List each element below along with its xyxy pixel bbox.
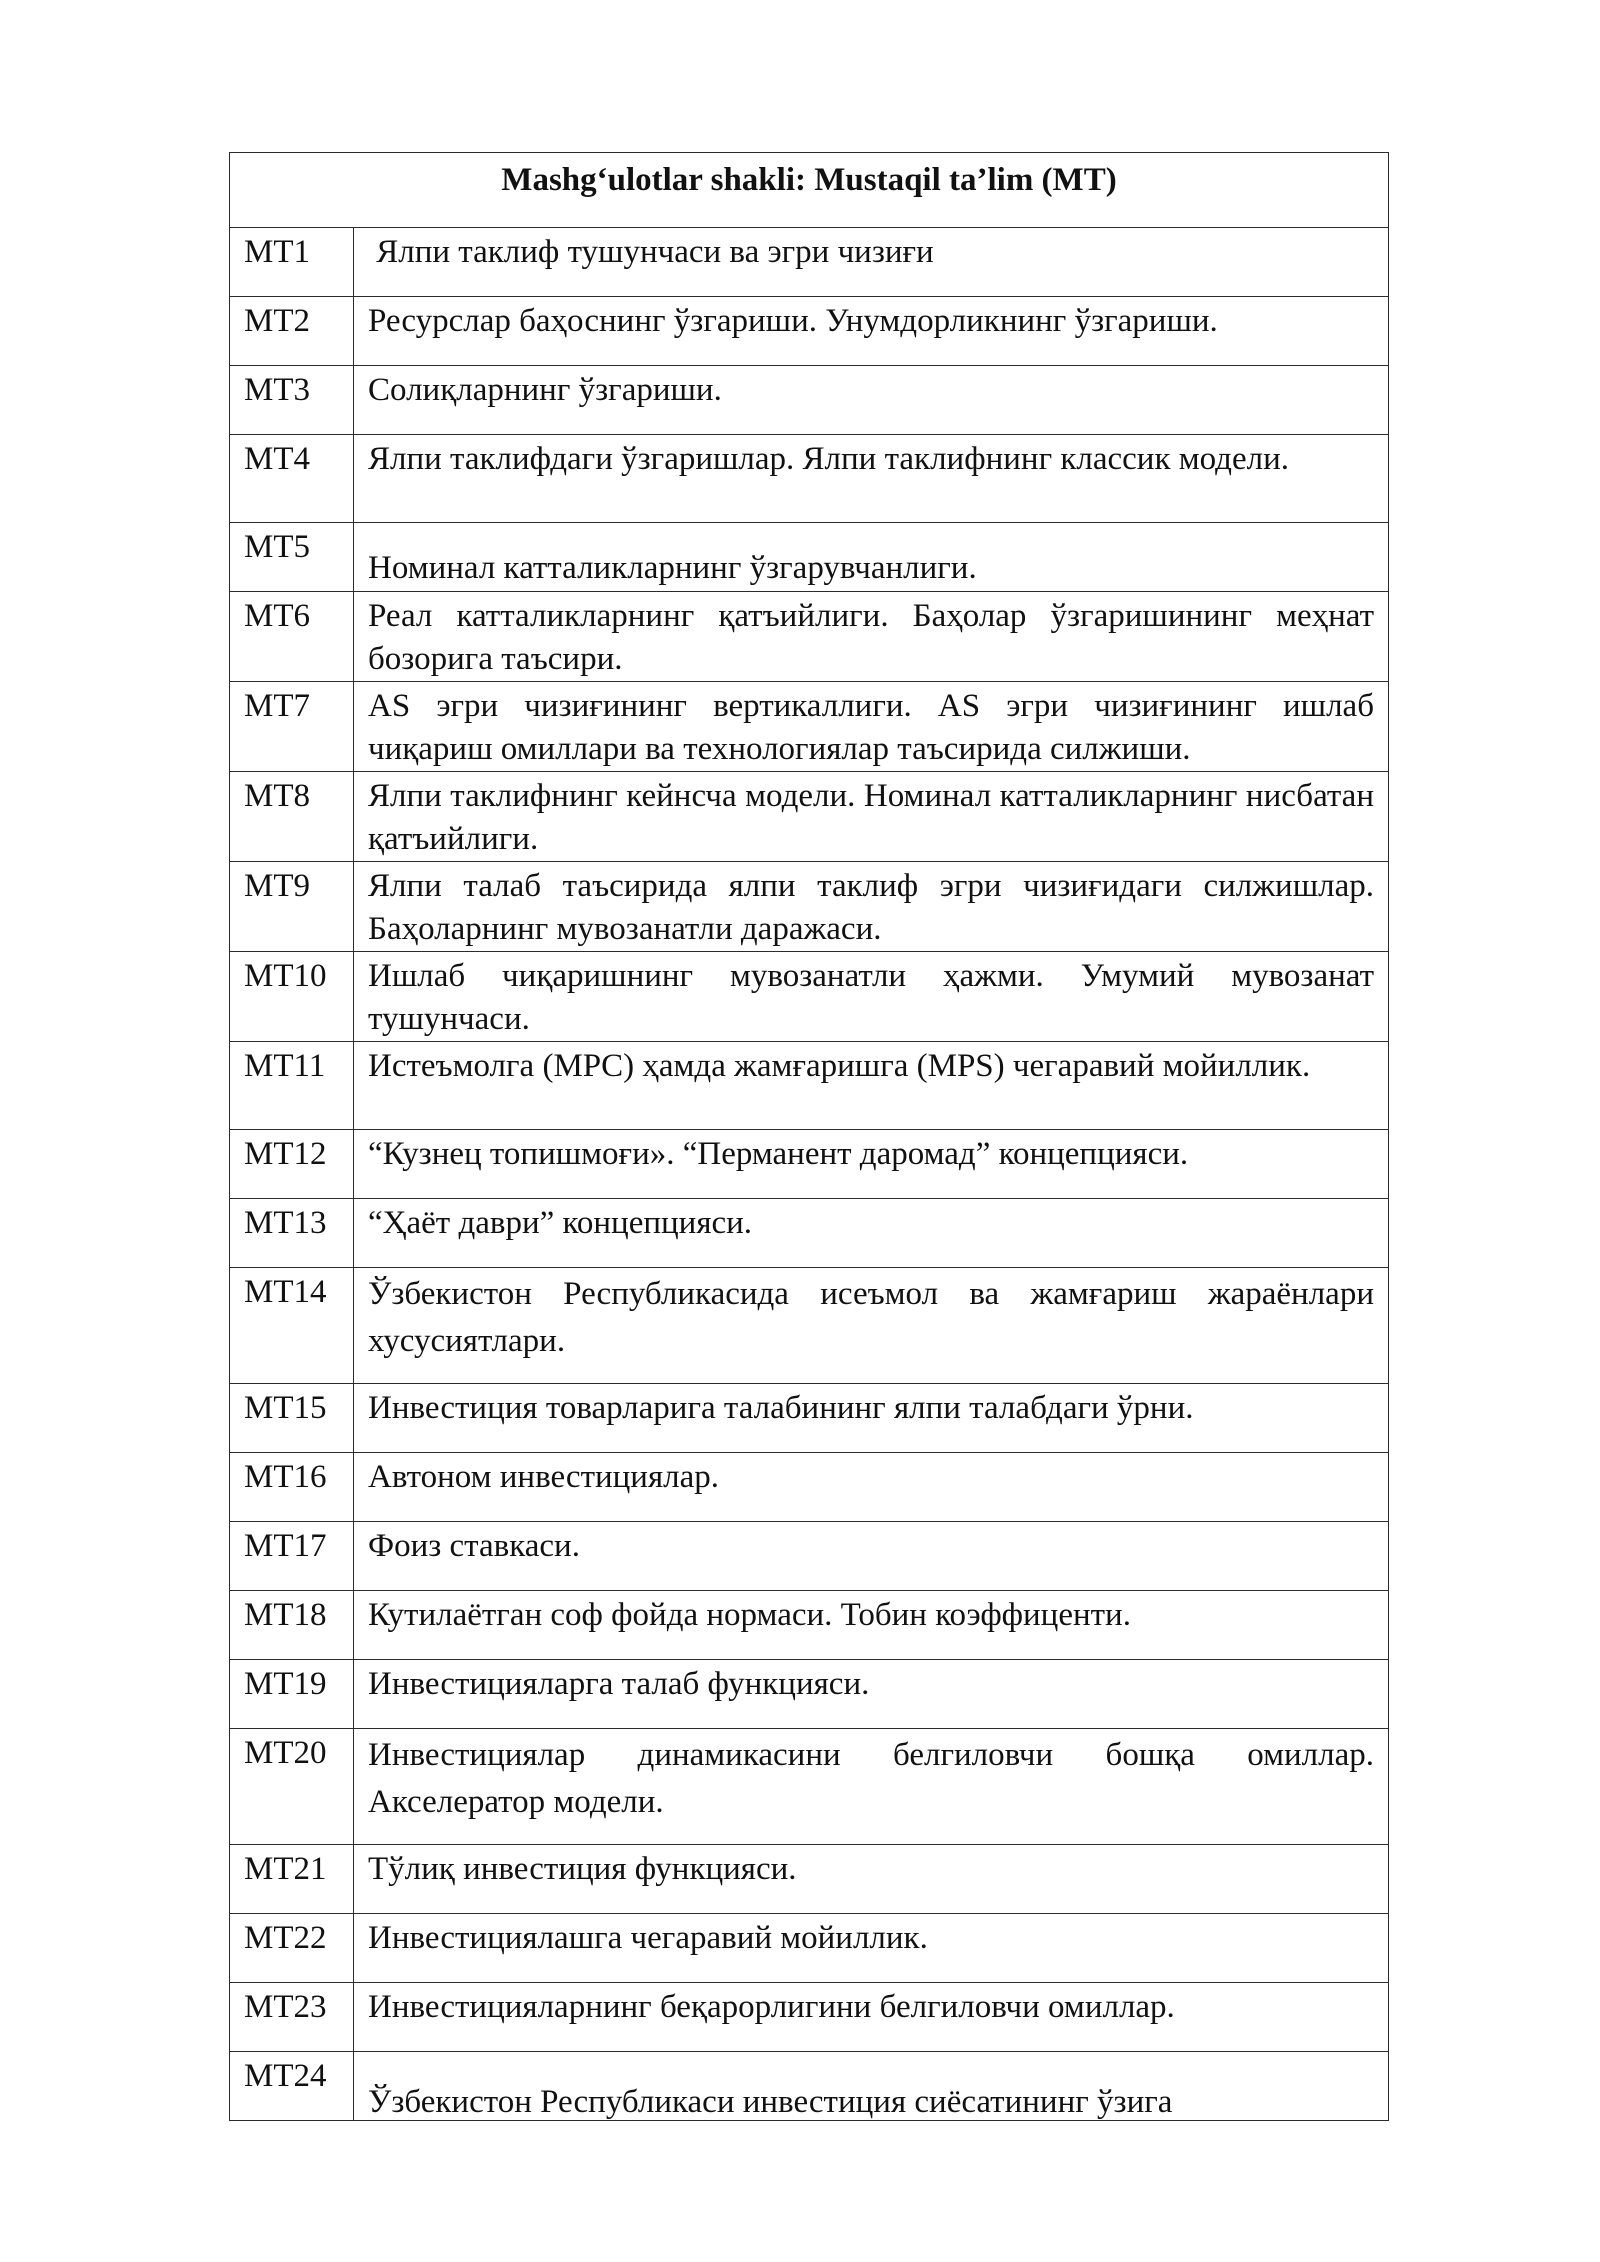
- row-topic: Ресурслар баҳоснинг ўзгариши. Унумдорликнинг ўзгариши.: [354, 297, 1389, 366]
- row-code: MT10: [230, 952, 354, 1042]
- table-row: [230, 772, 1389, 862]
- row-topic: Ўзбекистон Республикаси инвестиция сиёсатининг ўзига: [354, 2052, 1389, 2121]
- row-topic: Инвестициялар динамикасини белгиловчи бошқа омиллар. Акселератор модели.: [354, 1729, 1389, 1845]
- row-code: MT5: [230, 523, 354, 592]
- row-code: MT16: [230, 1453, 354, 1522]
- row-code: MT12: [230, 1130, 354, 1199]
- row-topic: Ялпи таклиф тушунчаси ва эгри чизиғи: [354, 228, 1389, 297]
- row-topic: Солиқларнинг ўзгариши.: [354, 366, 1389, 435]
- table-row: [230, 523, 1389, 592]
- row-code: MT2: [230, 297, 354, 366]
- row-topic: Ялпи талаб таъсирида ялпи таклиф эгри чизиғидаги силжишлар. Баҳоларнинг мувозанатли даражаси.: [354, 862, 1389, 952]
- row-topic: Истеъмолга (MPC) ҳамда жамғаришга (MPS) чегаравий мойиллик.: [354, 1042, 1389, 1130]
- row-code: MT20: [230, 1729, 354, 1845]
- row-code: MT1: [230, 228, 354, 297]
- row-code: MT17: [230, 1522, 354, 1591]
- table-row: [230, 1591, 1389, 1660]
- row-topic: Номинал катталикларнинг ўзгарувчанлиги.: [354, 523, 1389, 592]
- row-topic: Инвестиция товарларига талабининг ялпи талабдаги ўрни.: [354, 1384, 1389, 1453]
- row-code: MT19: [230, 1660, 354, 1729]
- row-code: MT4: [230, 435, 354, 523]
- table-row: [230, 1845, 1389, 1914]
- row-topic: Ўзбекистон Республикасида исеъмол ва жамғариш жараёнлари хусусиятлари.: [354, 1268, 1389, 1384]
- row-code: MT18: [230, 1591, 354, 1660]
- row-code: MT24: [230, 2052, 354, 2121]
- row-code: MT9: [230, 862, 354, 952]
- row-topic: Фоиз ставкаси.: [354, 1522, 1389, 1591]
- row-topic: Ялпи таклифнинг кейнсча модели. Номинал катталикларнинг нисбатан қатъийлиги.: [354, 772, 1389, 862]
- table-row: [230, 1914, 1389, 1983]
- row-topic: Ялпи таклифдаги ўзгаришлар. Ялпи таклифнинг классик модели.: [354, 435, 1389, 523]
- row-topic: Инвестицияларга талаб функцияси.: [354, 1660, 1389, 1729]
- row-topic: Тўлиқ инвестиция функцияси.: [354, 1845, 1389, 1914]
- row-topic: AS эгри чизиғининг вертикаллиги. AS эгри чизиғининг ишлаб чиқариш омиллари ва технологиялар таъсирида силжиши.: [354, 682, 1389, 772]
- table-row: [230, 297, 1389, 366]
- table-row: [230, 228, 1389, 297]
- table-row: [230, 435, 1389, 523]
- table-row: [230, 1268, 1389, 1384]
- table-row: [230, 366, 1389, 435]
- table-row: [230, 1660, 1389, 1729]
- table-row: [230, 1384, 1389, 1453]
- row-code: MT11: [230, 1042, 354, 1130]
- row-code: MT13: [230, 1199, 354, 1268]
- table-row: [230, 592, 1389, 682]
- table-row: [230, 862, 1389, 952]
- table-row: [230, 682, 1389, 772]
- row-code: MT3: [230, 366, 354, 435]
- row-code: MT23: [230, 1983, 354, 2052]
- row-topic: “Ҳаёт даври” концепцияси.: [354, 1199, 1389, 1268]
- row-code: MT7: [230, 682, 354, 772]
- table-row: [230, 1983, 1389, 2052]
- table-row: [230, 952, 1389, 1042]
- row-topic: “Кузнец топишмоғи». “Перманент даромад” концепцияси.: [354, 1130, 1389, 1199]
- table-row: [230, 2052, 1389, 2121]
- row-topic: Реал катталикларнинг қатъийлиги. Баҳолар ўзгаришининг меҳнат бозорига таъсири.: [354, 592, 1389, 682]
- table-row: [230, 1130, 1389, 1199]
- table-row: [230, 1199, 1389, 1268]
- row-topic: Ишлаб чиқаришнинг мувозанатли ҳажми. Умумий мувозанат тушунчаси.: [354, 952, 1389, 1042]
- row-code: MT6: [230, 592, 354, 682]
- row-topic: Инвестицияларнинг беқарорлигини белгиловчи омиллар.: [354, 1983, 1389, 2052]
- row-code: MT14: [230, 1268, 354, 1384]
- row-code: MT8: [230, 772, 354, 862]
- row-topic: Автоном инвестициялар.: [354, 1453, 1389, 1522]
- table-row: [230, 1453, 1389, 1522]
- table-row: [230, 1729, 1389, 1845]
- table-title: Mashg‘ulotlar shakli: Mustaqil ta’lim (MT): [230, 153, 1389, 228]
- table-row: [230, 1522, 1389, 1591]
- row-code: MT15: [230, 1384, 354, 1453]
- table-header-row: [230, 153, 1389, 228]
- row-topic: Инвестициялашга чегаравий мойиллик.: [354, 1914, 1389, 1983]
- table-row: [230, 1042, 1389, 1130]
- row-code: MT22: [230, 1914, 354, 1983]
- independent-study-table: [229, 152, 1389, 2121]
- row-topic: Кутилаётган соф фойда нормаси. Тобин коэффиценти.: [354, 1591, 1389, 1660]
- row-code: MT21: [230, 1845, 354, 1914]
